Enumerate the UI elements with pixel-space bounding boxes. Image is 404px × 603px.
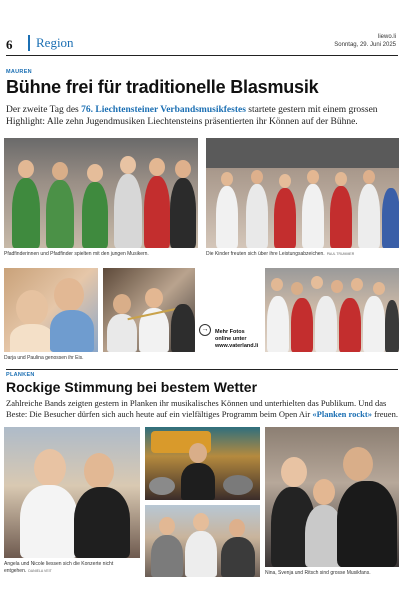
photo-children-badges bbox=[206, 138, 399, 248]
article2-lead bbox=[6, 398, 398, 420]
photo-credit: DANIELA VEIT bbox=[28, 569, 52, 573]
photo-angela-nicole bbox=[4, 427, 140, 558]
photo-credit: PAUL TRUMMER bbox=[326, 252, 355, 256]
photo3-caption: Darja und Paulina genossen ihr Eis. bbox=[4, 355, 84, 361]
photo-scouts-musicians bbox=[4, 138, 198, 248]
photo-crowd-concert bbox=[145, 505, 260, 577]
q1-caption-line1: Angela und Nicole liessen sich die Konzerte nicht bbox=[4, 561, 114, 567]
lead-highlight: «Planken rockt» bbox=[312, 409, 372, 419]
photo-audience bbox=[265, 268, 399, 352]
section-divider bbox=[6, 369, 398, 370]
header-rule bbox=[6, 55, 398, 56]
page-number: 6 bbox=[6, 37, 13, 52]
photo-young-musicians bbox=[103, 268, 195, 352]
caption-text: entgehen. bbox=[4, 568, 27, 574]
q1-caption-line2 bbox=[4, 568, 52, 574]
lead-text: Der zweite Tag des bbox=[6, 105, 82, 115]
article1-headline: Bühne frei für traditionelle Blasmusik bbox=[6, 77, 319, 97]
photo1-caption: Pfadfinderinnen und Pfadfinder spielten mit den jungen Musikern. bbox=[4, 251, 149, 257]
lead-text: freuen. bbox=[371, 409, 398, 419]
more-photos-url[interactable]: www.vaterland.li bbox=[215, 343, 259, 349]
lead-text: Zahlreiche Bands zeigten gestern in Planken ihr musikalisches Können und unterhielten das Publikum. Und das Beste: Die Besucher dürfen sich auch heute auf ein vielfältiges Programm beim Open Air bbox=[6, 398, 387, 419]
more-photos-label: online unter bbox=[215, 336, 247, 342]
more-photos-label: Mehr Fotos bbox=[215, 329, 245, 335]
caption-text: Die Kinder freuten sich über ihre Leistungsabzeichen. bbox=[206, 251, 325, 257]
lead-highlight: 76. Liechtensteiner Verbandsmusikfestes bbox=[81, 105, 246, 115]
article2-kicker: PLANKEN bbox=[6, 372, 35, 378]
photo-girls-ice-cream bbox=[4, 268, 98, 352]
lead-text: startete gestern mit einem grossen Highlight: Alle zehn Jugendmusiken Liechtensteins präsentierten ihr Können auf der Bühne. bbox=[6, 105, 378, 127]
section-title: Region bbox=[36, 35, 74, 50]
issue-date: Sonntag, 29. Juni 2025 bbox=[334, 42, 396, 48]
header-divider bbox=[28, 35, 30, 51]
arrow-right-icon: → bbox=[199, 324, 211, 336]
site-name: liewo.li bbox=[377, 34, 396, 40]
article1-kicker: MAUREN bbox=[6, 69, 32, 75]
article2-headline: Rockige Stimmung bei bestem Wetter bbox=[6, 379, 258, 395]
article1-lead bbox=[6, 104, 398, 128]
photo-band-drummer bbox=[145, 427, 260, 500]
photo-music-fans bbox=[265, 427, 399, 567]
photo2-caption bbox=[206, 251, 354, 257]
header-meta bbox=[334, 34, 396, 48]
q4-caption: Nina, Svenja und Ritsch sind grosse Musikfans. bbox=[265, 570, 371, 576]
